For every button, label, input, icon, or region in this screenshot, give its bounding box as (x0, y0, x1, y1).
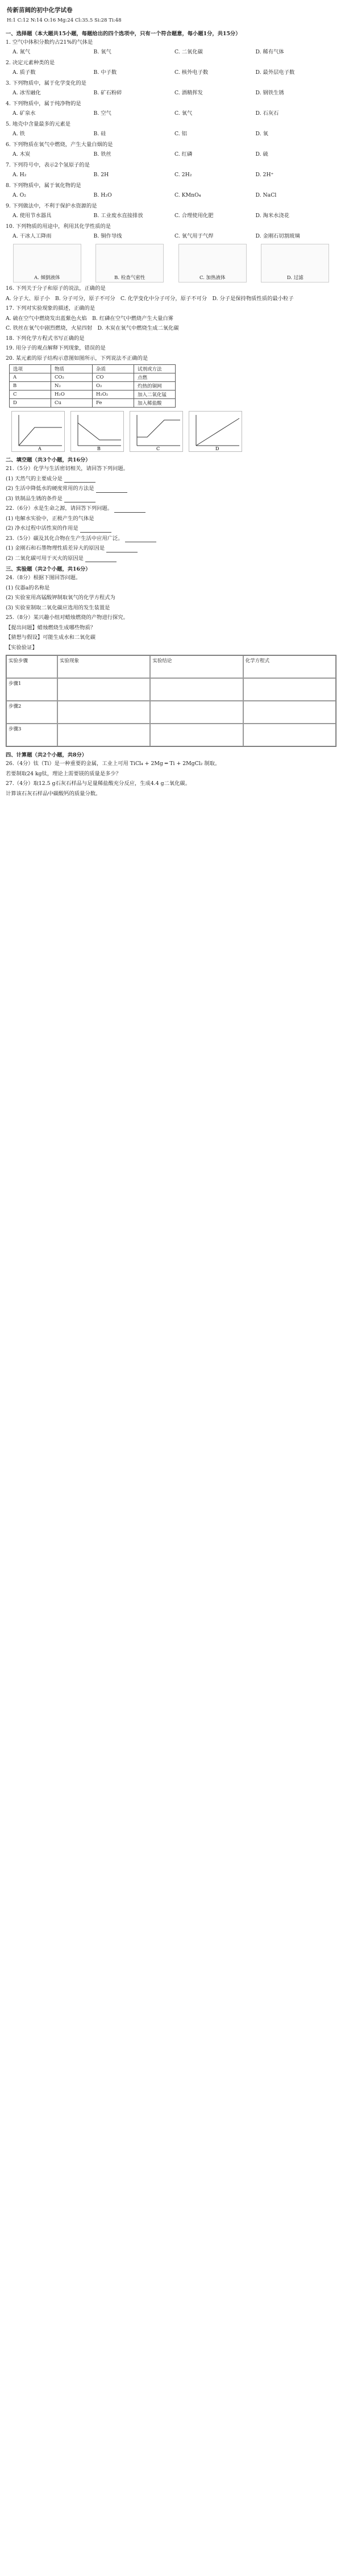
question-options (13, 171, 336, 179)
answer-blank[interactable] (64, 497, 95, 502)
fill-line (6, 535, 336, 543)
question-line: 20. 某元素的原子结构示意图如图所示，下列说法不正确的是 (6, 355, 148, 362)
table-cell: CO₂ (51, 373, 93, 382)
section-heading: 四、计算题（共2个小题，共8分） (6, 752, 88, 758)
more-questions (6, 285, 336, 362)
question-line: 17. 下列对实验现象的描述，正确的是 (6, 305, 95, 311)
table-row (10, 365, 176, 373)
answer-blank[interactable] (64, 477, 95, 483)
graph-d (189, 411, 242, 452)
exp-head-cell: 实验现象 (57, 655, 150, 678)
table-cell: 物质 (51, 365, 93, 373)
question-options (13, 110, 336, 118)
option[interactable]: C. 酒精挥发 (174, 90, 203, 96)
exp-head-cell: 化学方程式 (243, 655, 336, 678)
exp-cell: 步骤1 (6, 678, 57, 701)
option[interactable]: C. KMnO₄ (174, 192, 201, 198)
fill-text: (2) 二氧化碳可用于灭火的原因是 (6, 555, 84, 562)
question-line: 18. 下列化学方程式书写正确的是 (6, 335, 85, 342)
fill-text: 22.（6分）水是生命之源，请回答下列问题。 (6, 505, 113, 512)
fill-line (6, 545, 336, 552)
option[interactable]: D. 氧 (255, 131, 268, 137)
question-stem: 2. 决定元素种类的是 (6, 60, 55, 66)
option[interactable]: B. 铁丝 (93, 151, 111, 157)
table-cell: 点燃 (134, 373, 176, 382)
table-row (10, 373, 176, 382)
table-cell: H₂O (51, 390, 93, 399)
exp-cell: 步骤2 (6, 701, 57, 724)
option[interactable]: B. 工业废水直接排放 (93, 213, 143, 219)
exp-cell[interactable] (150, 701, 243, 724)
graph-a-label: A (38, 446, 41, 451)
option[interactable]: A. 冰雪融化 (13, 90, 41, 96)
option[interactable]: C. 铝 (174, 131, 187, 137)
figure-d: D. 过滤 (261, 244, 329, 282)
fill-text: (2) 净水过程中活性炭的作用是 (6, 525, 78, 531)
question-stem: 10. 下列物质的用途中，利用其化学性质的是 (6, 223, 111, 230)
option[interactable]: D. 硫 (255, 151, 268, 157)
exp-cell[interactable] (243, 724, 336, 746)
fill-questions (6, 465, 336, 562)
option[interactable]: B. 矿石粉碎 (93, 90, 122, 96)
option[interactable]: C. 红磷 (174, 151, 193, 157)
exp-cell[interactable] (57, 701, 150, 724)
option[interactable]: C. 核外电子数 (174, 69, 209, 76)
option[interactable]: B. 氧气 (93, 49, 111, 55)
table-cell: CO (93, 373, 134, 382)
graph-a (11, 411, 65, 452)
graph-b (70, 411, 124, 452)
question-options (13, 212, 336, 220)
graph-b-label: B (97, 446, 101, 451)
calc-questions (6, 760, 336, 797)
table-cell: H₂O₂ (93, 390, 134, 399)
question-options (13, 232, 336, 240)
option[interactable]: B. 中子数 (93, 69, 117, 76)
experiment-line: (1) 仪器a的名称是 (6, 584, 50, 591)
option[interactable]: C. 氧气 (174, 110, 193, 117)
option[interactable]: D. 金刚石切割玻璃 (255, 233, 300, 239)
fill-line (6, 485, 336, 493)
graph-c (130, 411, 183, 452)
section-heading: 三、实验题（共2个小题，共16分） (6, 566, 91, 572)
experiment-line: 25.（8分）某兴趣小组对蜡烛燃烧的产物进行探究。 (6, 614, 128, 621)
option[interactable]: C. 2H₂ (174, 172, 192, 178)
exp-cell[interactable] (150, 724, 243, 746)
fill-text: (3) 铁制品生锈的条件是 (6, 495, 63, 502)
option[interactable]: D. 2H⁺ (255, 172, 274, 178)
table-cell: 加入稀盐酸 (134, 399, 176, 408)
calc-line: 计算该石灰石样品中碳酸钙的质量分数。 (6, 790, 101, 797)
exp-cell[interactable] (243, 701, 336, 724)
fill-line (6, 495, 336, 503)
experiment-questions (6, 574, 336, 651)
question-options (13, 151, 336, 159)
experiment-line: (3) 实验室制取二氧化碳应选用的发生装置是 (6, 604, 110, 611)
option[interactable]: D. 稀有气体 (255, 49, 284, 55)
apparatus-figures (6, 244, 336, 282)
question-options (13, 192, 336, 200)
table-cell: N₂ (51, 382, 93, 390)
table-row (10, 390, 176, 399)
table-cell: C (10, 390, 51, 399)
option[interactable]: D. 钢铁生锈 (255, 90, 284, 96)
exp-head-cell: 实验步骤 (6, 655, 57, 678)
table-cell: 试剂或方法 (134, 365, 176, 373)
option[interactable]: D. NaCl (255, 192, 277, 198)
graph-d-label: D (215, 446, 219, 451)
option[interactable]: C. 合理使用化肥 (174, 213, 214, 219)
option[interactable]: A. O₂ (13, 192, 26, 198)
exp-cell[interactable] (57, 724, 150, 746)
answer-blank[interactable] (106, 547, 138, 552)
experiment-line: 【提出问题】蜡烛燃烧生成哪些物质？ (6, 624, 96, 631)
option[interactable]: A. 矿泉水 (13, 110, 36, 117)
fill-line (6, 505, 336, 513)
exp-cell: 步骤3 (6, 724, 57, 746)
fill-text: 23.（5分）碳及其化合物在生产生活中应用广泛。 (6, 535, 123, 542)
option[interactable]: A. 木炭 (13, 151, 31, 157)
answer-blank[interactable] (96, 487, 127, 493)
section-heading: 二、填空题（共3个小题，共16分） (6, 457, 91, 463)
question-line: 16. 下列关于分子和原子的说法，正确的是 (6, 285, 106, 292)
exp-head-cell: 实验结论 (150, 655, 243, 678)
question-stem: 9. 下列做法中，不利于保护水资源的是 (6, 203, 97, 209)
fill-line (6, 515, 336, 523)
table-cell: D (10, 399, 51, 408)
option[interactable]: A. H₂ (13, 172, 27, 178)
fill-text: (2) 生活中降低水的硬度常用的方法是 (6, 485, 94, 492)
question-stem: 7. 下列符号中，表示2个氢原子的是 (6, 162, 90, 168)
question-line: A. 分子大、原子小 B. 分子可分，原子不可分 C. 化学变化中分子可分，原子不可分 D. 分子是保持物质性质的最小粒子 (6, 295, 294, 302)
table-cell: 杂质 (93, 365, 134, 373)
fill-text: (1) 金刚石和石墨物理性质差异大的原因是 (6, 545, 105, 551)
option[interactable]: B. H₂O (93, 192, 112, 198)
purification-table (9, 364, 176, 408)
option[interactable]: A. 干冰人工降雨 (13, 233, 52, 239)
atomic-masses: H:1 C:12 N:14 O:16 Mg:24 Cl:35.5 Si:28 Ti:48 (7, 18, 122, 23)
exp-cell[interactable] (243, 678, 336, 701)
section-heading: 一、选择题（本大题共15小题，每题给出的四个选项中，只有一个符合题意，每小题1分，共15分） (6, 31, 241, 37)
calc-line: 若要制取24 kg钛，理论上需要镁的质量是多少？ (6, 770, 122, 777)
option[interactable]: B. 硅 (93, 131, 106, 137)
option[interactable]: A. 使用节水器具 (13, 213, 52, 219)
question-line: A. 硫在空气中燃烧发出蓝紫色火焰 B. 红磷在空气中燃烧产生大量白雾 (6, 315, 173, 322)
experiment-table (6, 655, 336, 747)
table-cell: 加入二氧化锰 (134, 390, 176, 399)
question-stem: 6. 下列物质在氧气中燃烧，产生大量白烟的是 (6, 142, 113, 148)
answer-blank[interactable] (114, 507, 145, 513)
experiment-line: 24.（8分）根据下图回答问题。 (6, 575, 81, 581)
question-options (13, 130, 336, 138)
answer-blank[interactable] (80, 527, 111, 533)
question-list (6, 39, 336, 240)
question-stem: 1. 空气中体积分数约占21%的气体是 (6, 39, 93, 45)
exam-title: 传新苗阔的初中化学试卷 (7, 7, 73, 14)
table-cell: 灼热的铜网 (134, 382, 176, 390)
graph-options (11, 411, 336, 452)
table-cell: B (10, 382, 51, 390)
question-options (13, 69, 336, 77)
experiment-line: 【实验验证】 (6, 644, 38, 651)
question-stem: 3. 下列物质中，属于化学变化的是 (6, 80, 86, 86)
figure-b: B. 检查气密性 (95, 244, 164, 282)
question-options (13, 89, 336, 97)
question-stem: 5. 地壳中含量最多的元素是 (6, 121, 71, 127)
fill-line (6, 555, 336, 563)
question-line: C. 铁丝在氧气中剧烈燃烧，火星四射 D. 木炭在氧气中燃烧生成二氧化碳 (6, 325, 179, 331)
question-options (13, 48, 336, 56)
answer-blank[interactable] (85, 556, 117, 562)
experiment-line: 【猜想与假设】可能生成水和二氧化碳 (6, 634, 96, 641)
figure-a: A. 倾倒液体 (13, 244, 81, 282)
calc-line: 26.（4分）钛（Ti）是一种重要的金属，工业上可用 TiCl₄ + 2Mg ═ Ti + 2MgCl₂ 制取。 (6, 761, 221, 767)
option[interactable]: B. 2H (93, 172, 109, 178)
exp-cell[interactable] (150, 678, 243, 701)
table-cell: A (10, 373, 51, 382)
answer-blank[interactable] (125, 537, 156, 542)
question-line: 19. 用分子的观点解释下列现象，错误的是 (6, 345, 106, 351)
option[interactable]: C. 氧气用于气焊 (174, 233, 214, 239)
graph-c-label: C (156, 446, 160, 451)
fill-line (6, 525, 336, 533)
question-stem: 8. 下列物质中，属于氧化物的是 (6, 182, 81, 189)
table-row (10, 382, 176, 390)
fill-text: 21.（5分）化学与生活密切相关，请回答下列问题。 (6, 466, 128, 472)
experiment-line: (2) 实验室用高锰酸钾制取氧气的化学方程式为 (6, 595, 115, 601)
option[interactable]: B. 空气 (93, 110, 111, 117)
fill-line (6, 465, 336, 473)
table-cell: Cu (51, 399, 93, 408)
calc-line: 27.（4分）取12.5 g石灰石样品与足量稀盐酸充分反应，生成4.4 g二氧化碳。 (6, 780, 191, 787)
table-cell: O₂ (93, 382, 134, 390)
figure-c: C. 加热液体 (178, 244, 247, 282)
option[interactable]: A. 氮气 (13, 49, 31, 55)
option[interactable]: D. 石灰石 (255, 110, 279, 117)
fill-line (6, 475, 336, 483)
option[interactable]: B. 铜作导线 (93, 233, 122, 239)
table-cell: Fe (93, 399, 134, 408)
option[interactable]: A. 质子数 (13, 69, 36, 76)
table-cell: 选项 (10, 365, 51, 373)
option[interactable]: D. 淘米水浇花 (255, 213, 290, 219)
option[interactable]: C. 二氧化碳 (174, 49, 203, 55)
exp-cell[interactable] (57, 678, 150, 701)
fill-text: (1) 天然气的主要成分是 (6, 475, 63, 482)
fill-text: (1) 电解水实验中，正极产生的气体是 (6, 515, 94, 522)
option[interactable]: A. 铁 (13, 131, 25, 137)
question-stem: 4. 下列物质中，属于纯净物的是 (6, 101, 81, 107)
option[interactable]: D. 最外层电子数 (255, 69, 295, 76)
table-row (10, 399, 176, 408)
